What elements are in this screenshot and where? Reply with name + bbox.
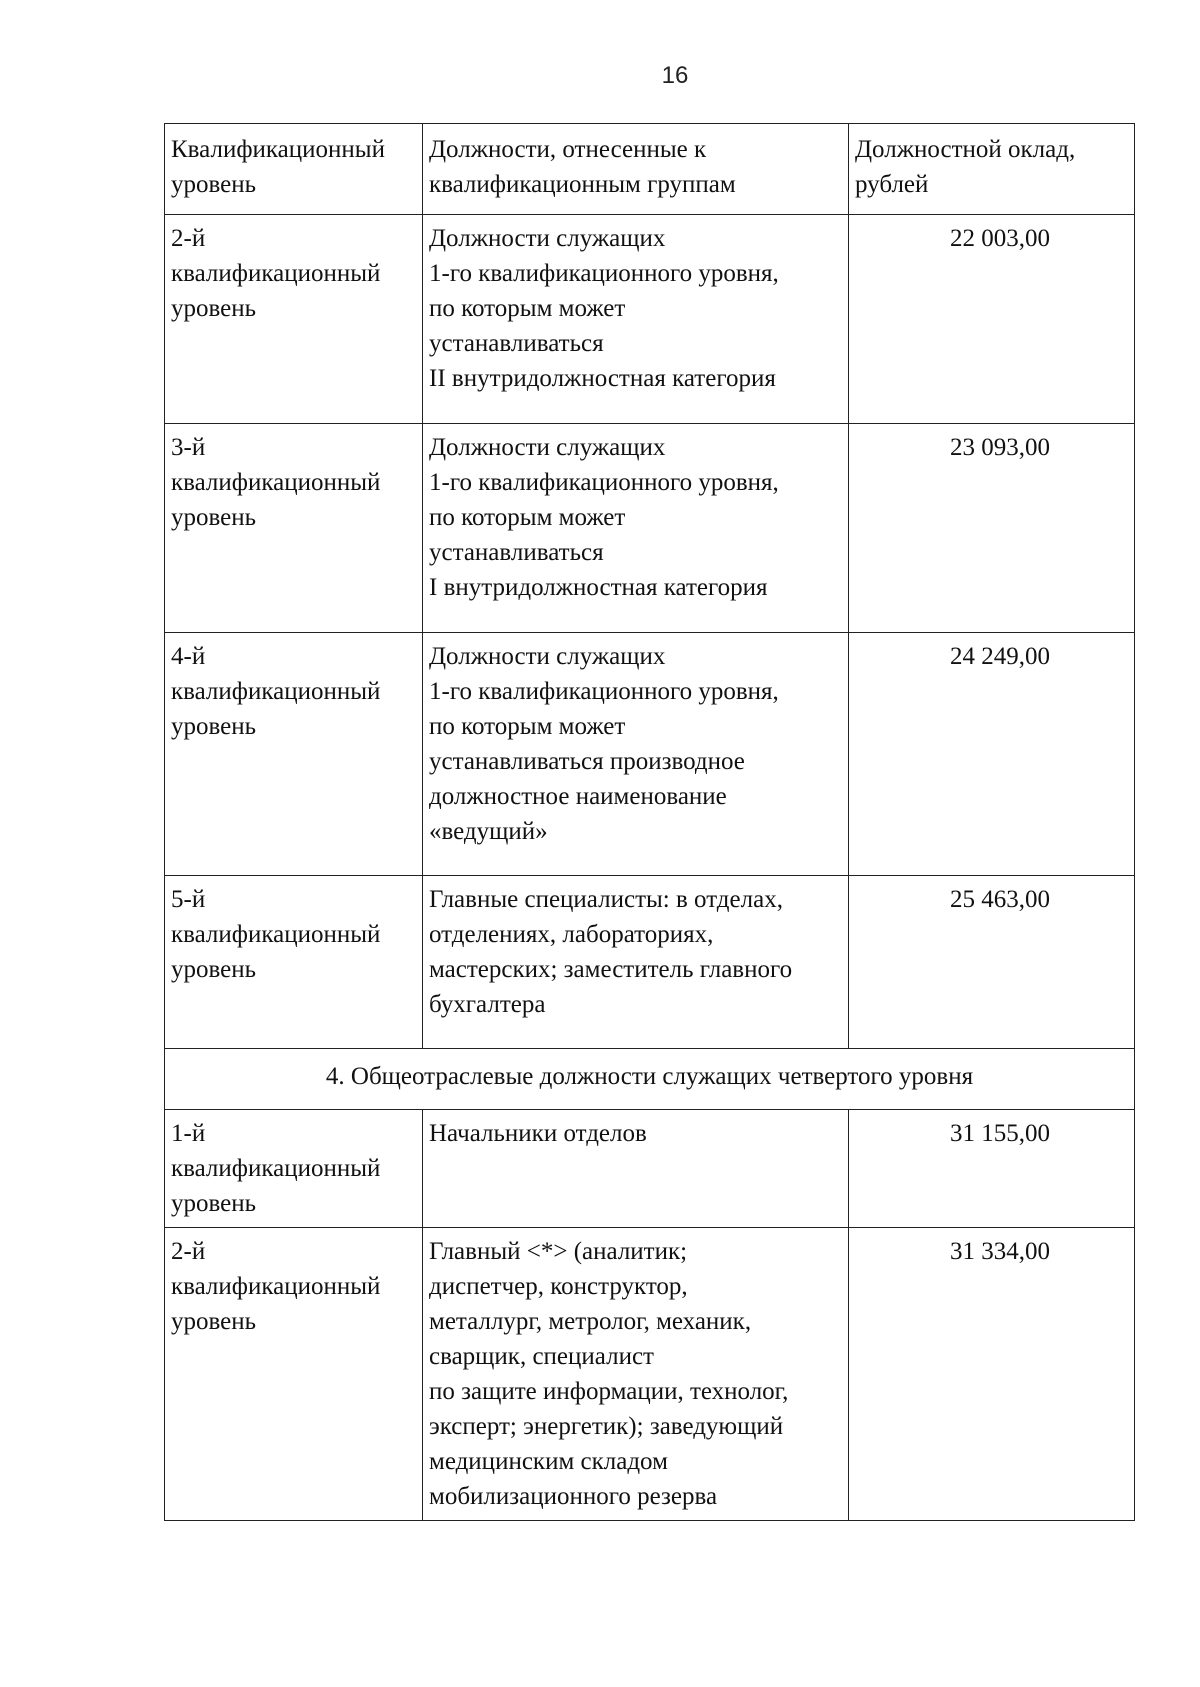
cell-positions: Должности служащих 1-го квалификационного уровня, по которым может устанавливаться I внутридолжностная категория — [423, 424, 849, 633]
section-title: 4. Общеотраслевые должности служащих четвертого уровня — [165, 1049, 1135, 1110]
cell-salary: 24 249,00 — [849, 633, 1135, 876]
section-header-row — [165, 1049, 1135, 1110]
cell-salary: 31 334,00 — [849, 1228, 1135, 1521]
table-row — [165, 633, 1135, 876]
cell-positions: Главные специалисты: в отделах, отделениях, лабораториях, мастерских; заместитель главного бухгалтера — [423, 876, 849, 1049]
cell-positions: Главный <*> (аналитик; диспетчер, конструктор, металлург, метролог, механик, сварщик, специалист по защите информации, технолог, эксперт; энергетик); заведующий медицинским складом мобилизационного резерва — [423, 1228, 849, 1521]
cell-level: 4-й квалификационный уровень — [165, 633, 423, 876]
cell-salary: 25 463,00 — [849, 876, 1135, 1049]
cell-level: 3-й квалификационный уровень — [165, 424, 423, 633]
cell-positions: Должности служащих 1-го квалификационного уровня, по которым может устанавливаться II внутридолжностная категория — [423, 215, 849, 424]
cell-level: 2-й квалификационный уровень — [165, 215, 423, 424]
cell-positions: Начальники отделов — [423, 1110, 849, 1228]
cell-salary: 31 155,00 — [849, 1110, 1135, 1228]
header-level: Квалификационный уровень — [165, 124, 423, 215]
table-row — [165, 876, 1135, 1049]
page-number: 16 — [661, 62, 689, 89]
cell-salary: 22 003,00 — [849, 215, 1135, 424]
cell-positions: Должности служащих 1-го квалификационного уровня, по которым может устанавливаться производное должностное наименование «ведущий» — [423, 633, 849, 876]
cell-level: 5-й квалификационный уровень — [165, 876, 423, 1049]
cell-salary: 23 093,00 — [849, 424, 1135, 633]
salary-table — [164, 123, 1135, 1521]
table-row — [165, 1110, 1135, 1228]
cell-level: 2-й квалификационный уровень — [165, 1228, 423, 1521]
cell-level: 1-й квалификационный уровень — [165, 1110, 423, 1228]
table-row — [165, 1228, 1135, 1521]
header-positions: Должности, отнесенные к квалификационным группам — [423, 124, 849, 215]
header-salary: Должностной оклад, рублей — [849, 124, 1135, 215]
table-row — [165, 215, 1135, 424]
table-row — [165, 424, 1135, 633]
table-header-row — [165, 124, 1135, 215]
